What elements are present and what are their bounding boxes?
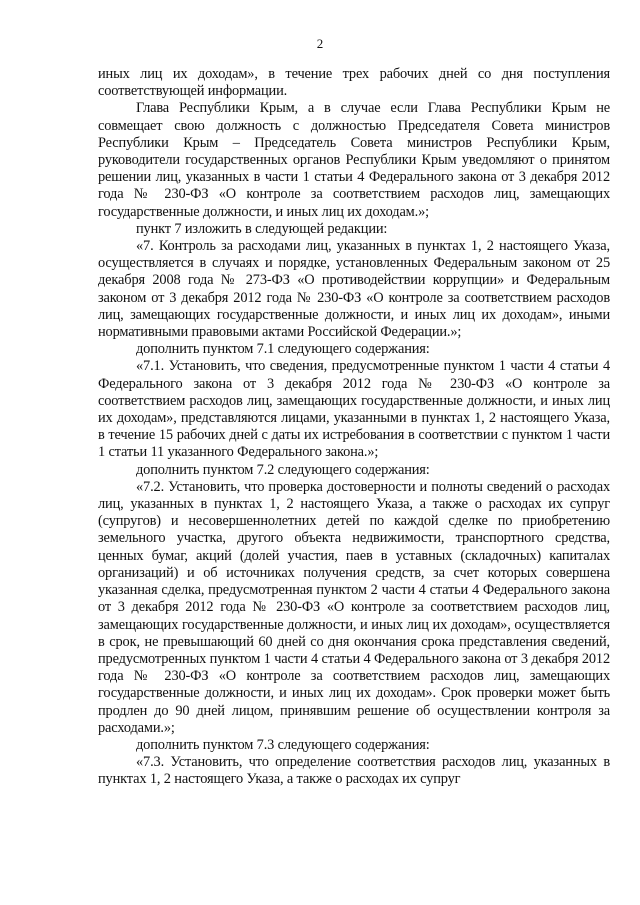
paragraph-add-7-2-intro: дополнить пунктом 7.2 следующего содержания: bbox=[136, 461, 430, 478]
paragraph-item-7-2: «7.2. Установить, что проверка достоверности и полноты сведений о расходах лиц, указанных в пунктах 1, 2 настоящего Указа, а также о расходах их супруг (супругов) и несовершеннолетних детей по каждой сделке по приобретению земельного участка, другого объекта недвижимости, транспортного средства, ценных бумаг, акций (долей участия, паев в уставных (складочных) капиталах организаций) и об источниках получения средств, за счет которых совершена указанная сделка, предусмотренная пунктом 2 части 4 статьи 4 Федерального закона от 3 декабря 2012 года № 230-ФЗ «О контроле за соответствием расходов лиц, замещающих государственные должности, и иных лиц их доходам», осуществляется в срок, не превышающий 60 дней со дня окончания срока представления сведений, предусмотренных пунктом 1 части 4 статьи 4 Федерального закона от 3 декабря 2012 года № 230-ФЗ «О контроле за соответствием расходов лиц, замещающих государственные должности, и иных лиц их доходам». Срок проверки может быть продлен до 90 дней лицом, принявшим решение об осуществлении контроля за расходами.»; bbox=[98, 478, 610, 736]
paragraph-continuation: иных лиц их доходам», в течение трех рабочих дней со дня поступления соответствующей информации. bbox=[98, 66, 610, 100]
paragraph-item-7-1: «7.1. Установить, что сведения, предусмотренные пунктом 1 части 4 статьи 4 Федерального закона от 3 декабря 2012 года № 230-ФЗ «О контроле за соответствием расходов лиц, замещающих государственные должности, и иных лиц их доходам», представляются лицами, указанными в пунктах 1, 2 настоящего Указа, в течение 15 рабочих дней с даты их истребования в соответствии с пунктом 1 части 1 статьи 11 указанного Федерального закона.»; bbox=[98, 358, 610, 461]
paragraph-item-7: «7. Контроль за расходами лиц, указанных в пунктах 1, 2 настоящего Указа, осуществляется в случаях и порядке, установленных Федеральным законом от 25 декабря 2008 года № 273-ФЗ «О противодействии коррупции» и Федеральным законом от 3 декабря 2012 года № 230-ФЗ «О контроле за соответствием расходов лиц, замещающих государственные должности, и иных лиц их доходам», иными нормативными правовыми актами Российской Федерации.»; bbox=[98, 238, 610, 341]
paragraph-amend-7-intro: пункт 7 изложить в следующей редакции: bbox=[136, 220, 388, 237]
paragraph-add-7-3-intro: дополнить пунктом 7.3 следующего содержания: bbox=[136, 736, 430, 753]
paragraph-item-7-3: «7.3. Установить, что определение соответствия расходов лиц, указанных в пунктах 1, 2 настоящего Указа, а также о расходах их супруг bbox=[98, 754, 610, 788]
paragraph-add-7-1-intro: дополнить пунктом 7.1 следующего содержания: bbox=[136, 341, 430, 358]
document-body bbox=[98, 66, 610, 789]
page-number: 2 bbox=[316, 36, 324, 51]
paragraph-notification: Глава Республики Крым, а в случае если Глава Республики Крым не совмещает свою должность с должностью Председателя Совета министров Республики Крым – Председатель Совета министров Республики Крым, руководители государственных органов Республики Крым уведомляют о принятом решении лиц, указанных в части 1 статьи 4 Федерального закона от 3 декабря 2012 года № 230-ФЗ «О контроле за соответствием расходов лиц, замещающих государственные должности, и иных лиц их доходам.»; bbox=[98, 100, 610, 220]
